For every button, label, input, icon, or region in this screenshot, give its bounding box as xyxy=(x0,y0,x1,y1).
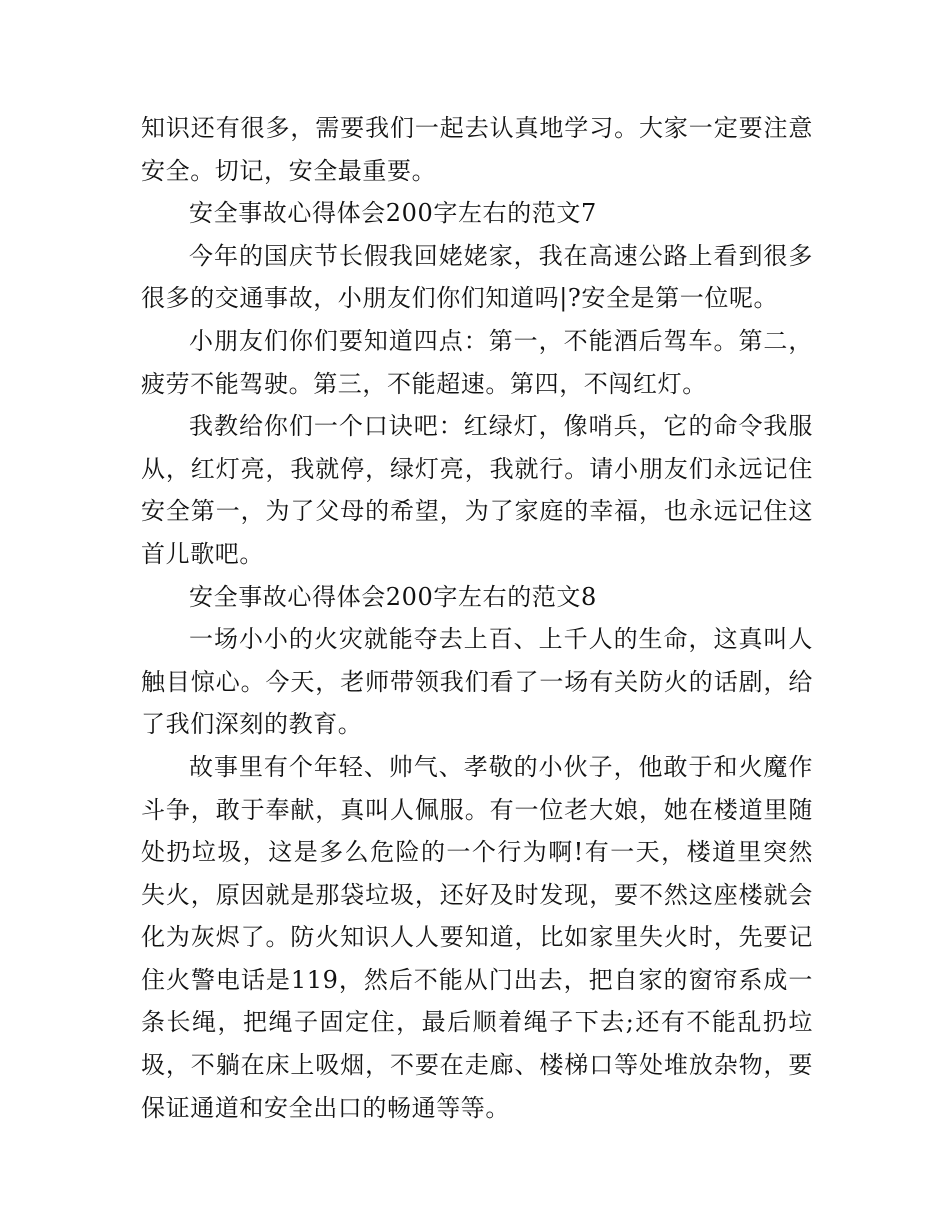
document-body xyxy=(141,107,813,1129)
paragraph: 我教给你们一个口诀吧：红绿灯，像哨兵，它的命令我服从，红灯亮，我就停，绿灯亮，我就行。请小朋友们永远记住安全第一，为了父母的希望，为了家庭的幸福，也永远记住这首儿歌吧。 xyxy=(141,412,813,568)
paragraph: 今年的国庆节长假我回姥姥家，我在高速公路上看到很多很多的交通事故，小朋友们你们知道吗|?安全是第一位呢。 xyxy=(141,241,813,313)
section-heading-7: 安全事故心得体会200字左右的范文7 xyxy=(189,199,597,228)
paragraph-continuation: 知识还有很多，需要我们一起去认真地学习。大家一定要注意安全。切记，安全最重要。 xyxy=(141,114,813,185)
paragraph: 一场小小的火灾就能夺去上百、上千人的生命，这真叫人触目惊心。今天，老师带领我们看了一场有关防火的话剧，给了我们深刻的教育。 xyxy=(141,625,813,739)
section-heading-8: 安全事故心得体会200字左右的范文8 xyxy=(189,582,597,611)
paragraph: 故事里有个年轻、帅气、孝敬的小伙子，他敢于和火魔作斗争，敢于奉献，真叫人佩服。有一位老大娘，她在楼道里随处扔垃圾，这是多么危险的一个行为啊!有一天，楼道里突然失火，原因就是那袋垃圾，还好及时发现，要不然这座楼就会化为灰烬了。防火知识人人要知道，比如家里失火时，先要记住火警电话是119，然后不能从门出去，把自家的窗帘系成一条长绳，把绳子固定住，最后顺着绳子下去;还有不能乱扔垃圾，不躺在床上吸烟，不要在走廊、楼梯口等处堆放杂物，要保证通道和安全出口的畅通等等。 xyxy=(141,752,813,1122)
paragraph: 小朋友们你们要知道四点：第一，不能酒后驾车。第二，疲劳不能驾驶。第三，不能超速。第四，不闯红灯。 xyxy=(141,326,813,398)
